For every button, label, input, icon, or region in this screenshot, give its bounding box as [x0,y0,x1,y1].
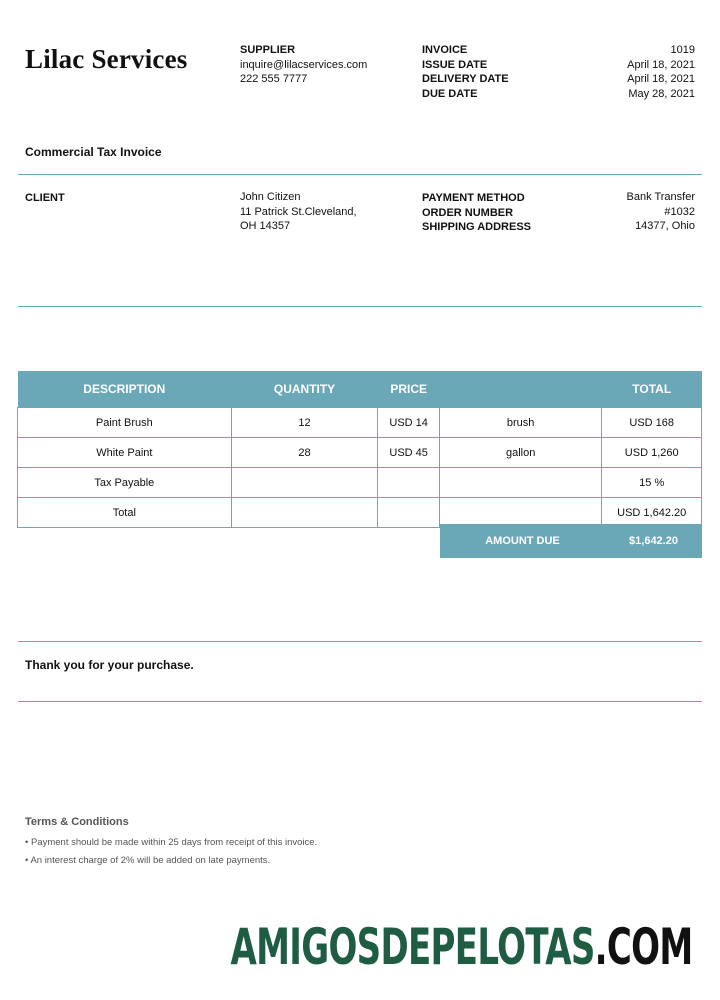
amount-due-value: $1,642.20 [629,535,678,547]
cell-unit: gallon [439,438,602,468]
terms-item: • An interest charge of 2% will be added on late payments. [25,855,271,866]
issue-date: April 18, 2021 [627,58,695,71]
header-price: PRICE [378,371,439,408]
amount-due-box [440,524,702,558]
cell-price [378,498,439,528]
table-row [18,468,702,498]
payment-labels [422,191,531,235]
payment-values [627,190,695,234]
shipping-address: 14377, Ohio [635,220,695,232]
header-quantity: QUANTITY [231,371,378,408]
delivery-date: April 18, 2021 [627,73,695,85]
order-number: #1032 [664,205,695,218]
supplier-label: SUPPLIER [240,44,296,56]
cell-unit: brush [439,408,602,438]
client-address-line2: OH 14357 [240,220,291,232]
cell-description: Total [18,498,232,528]
cell-description: White Paint [18,438,232,468]
table-row [18,438,702,468]
invoice-meta-labels [422,43,509,101]
issue-date-label: ISSUE DATE [422,58,488,71]
watermark [231,918,693,976]
cell-total: 15 % [602,468,702,498]
header-description: DESCRIPTION [18,371,232,408]
cell-total: USD 1,260 [602,438,702,468]
supplier-block [240,43,367,87]
amount-due-label: AMOUNT DUE [485,535,560,547]
table-row [18,408,702,438]
client-label: CLIENT [25,192,65,204]
cell-description: Tax Payable [18,468,232,498]
cell-unit [439,498,602,528]
due-date-label: DUE DATE [422,87,478,100]
delivery-date-label: DELIVERY DATE [422,73,509,85]
document-type: Commercial Tax Invoice [25,145,162,159]
shipping-address-label: SHIPPING ADDRESS [422,221,532,233]
supplier-phone: 222 555 7777 [240,73,308,85]
terms-item: • Payment should be made within 25 days from receipt of this invoice. [25,837,318,848]
client-name: John Citizen [240,191,301,203]
cell-quantity: 12 [231,408,378,438]
table-row [18,498,702,528]
payment-method-label: PAYMENT METHOD [422,192,525,204]
payment-method: Bank Transfer [626,191,695,203]
client-info [240,190,357,234]
cell-description: Paint Brush [18,408,232,438]
terms-title: Terms & Conditions [25,816,129,828]
cell-quantity [231,498,378,528]
cell-quantity: 28 [231,438,378,468]
client-address-line1: 11 Patrick St.Cleveland, [240,205,357,218]
divider-top [18,174,702,175]
order-number-label: ORDER NUMBER [422,206,514,219]
cell-quantity [231,468,378,498]
watermark-main: AMIGOSDEPELOTAS [230,918,596,976]
cell-price: USD 14 [378,408,439,438]
cell-price: USD 45 [378,438,439,468]
line-items-table [17,371,702,528]
company-name: Lilac Services [25,44,188,74]
header-total: TOTAL [602,371,702,408]
divider-thanks-bottom [18,701,702,702]
thank-you-message: Thank you for your purchase. [25,658,194,672]
table-header-row [18,371,702,408]
invoice-meta-values [627,43,695,101]
terms-list [25,834,317,870]
supplier-email: inquire@lilacservices.com [240,58,368,71]
cell-total: USD 1,642.20 [602,498,702,528]
cell-price [378,468,439,498]
invoice-label: INVOICE [422,44,468,56]
divider-thanks-top [18,641,702,642]
header-unit [439,371,602,408]
divider-client [18,306,702,307]
cell-unit [439,468,602,498]
watermark-tld: .COM [595,918,693,976]
cell-total: USD 168 [602,408,702,438]
due-date: May 28, 2021 [628,87,695,100]
invoice-number: 1019 [670,44,695,56]
